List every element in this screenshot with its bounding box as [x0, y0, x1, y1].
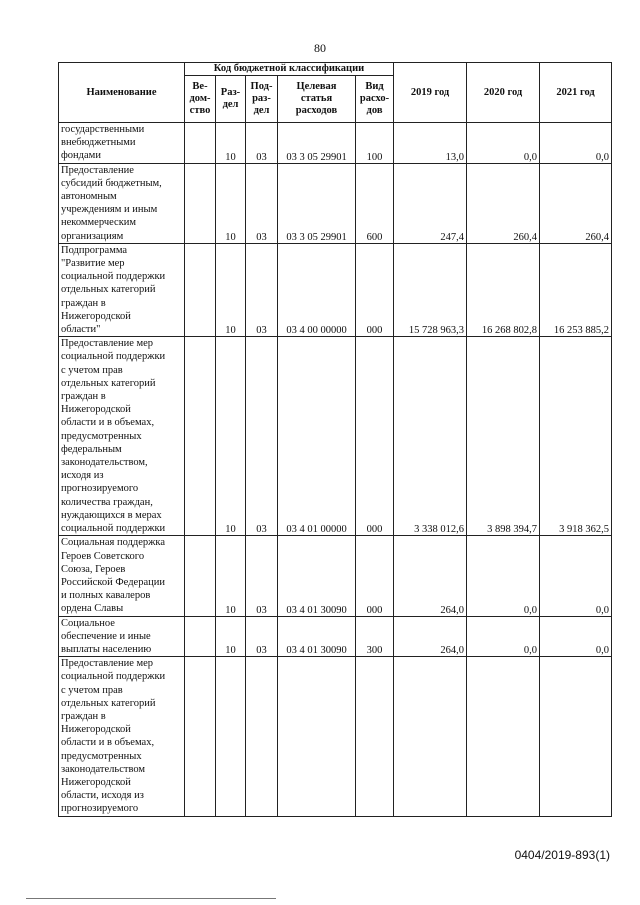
row-value-2021: 260,4: [540, 163, 612, 243]
row-target-article: 03 4 00 00000: [278, 243, 356, 336]
row-razdel: 10: [216, 163, 246, 243]
row-value-2019: 264,0: [394, 616, 467, 657]
row-podrazdel: 03: [246, 163, 278, 243]
row-expense-type: 000: [356, 243, 394, 336]
row-name: Предоставление субсидий бюджетным, автономным учреждениям и иным некоммерческим организациям: [59, 163, 185, 243]
row-vedomstvo: [185, 536, 216, 616]
row-podrazdel: 03: [246, 536, 278, 616]
table-row: [59, 243, 612, 336]
row-vedomstvo: [185, 616, 216, 657]
header-vedomstvo: Ве- дом- ство: [185, 76, 216, 123]
header-classification-group: Код бюджетной классификации: [185, 63, 394, 76]
row-podrazdel: 03: [246, 123, 278, 164]
row-target-article: 03 4 01 30090: [278, 536, 356, 616]
header-target-article: Целевая статья расходов: [278, 76, 356, 123]
row-razdel: 10: [216, 536, 246, 616]
row-name: государственными внебюджетными фондами: [59, 123, 185, 164]
row-vedomstvo: [185, 123, 216, 164]
row-value-2021: 0,0: [540, 123, 612, 164]
row-value-2020: [467, 657, 540, 816]
row-name: Подпрограмма "Развитие мер социальной поддержки отдельных категорий граждан в Нижегородской области": [59, 243, 185, 336]
row-razdel: 10: [216, 337, 246, 536]
row-name: Предоставление мер социальной поддержки с учетом прав отдельных категорий граждан в Нижегородской области и в объемах, предусмотренных законодательством Нижегородской области, исходя из прогнозируемого: [59, 657, 185, 816]
row-value-2019: [394, 657, 467, 816]
row-value-2020: 16 268 802,8: [467, 243, 540, 336]
table-row: [59, 536, 612, 616]
header-razdel: Раз- дел: [216, 76, 246, 123]
header-2019: 2019 год: [394, 63, 467, 123]
row-value-2021: 3 918 362,5: [540, 337, 612, 536]
row-value-2020: 3 898 394,7: [467, 337, 540, 536]
header-2020: 2020 год: [467, 63, 540, 123]
row-razdel: 10: [216, 123, 246, 164]
budget-table: [58, 62, 612, 817]
row-value-2020: 0,0: [467, 616, 540, 657]
row-vedomstvo: [185, 337, 216, 536]
header-2021: 2021 год: [540, 63, 612, 123]
row-value-2019: 13,0: [394, 123, 467, 164]
header-name: Наименование: [59, 63, 185, 123]
footer-divider: [26, 898, 276, 899]
row-name: Предоставление мер социальной поддержки с учетом прав отдельных категорий граждан в Нижегородской области и в объемах, предусмотренных федеральным законодательством, исходя из прогнозируемого количества граждан, нуждающихся в мерах социальной поддержки: [59, 337, 185, 536]
row-value-2019: 247,4: [394, 163, 467, 243]
row-value-2019: 3 338 012,6: [394, 337, 467, 536]
row-vedomstvo: [185, 657, 216, 816]
row-expense-type: 000: [356, 337, 394, 536]
table-row: [59, 616, 612, 657]
row-target-article: 03 4 01 00000: [278, 337, 356, 536]
row-expense-type: 600: [356, 163, 394, 243]
document-code: 0404/2019-893(1): [514, 848, 610, 862]
row-name: Социальная поддержка Героев Советского Союза, Героев Российской Федерации и полных кавалеров ордена Славы: [59, 536, 185, 616]
row-podrazdel: [246, 657, 278, 816]
row-vedomstvo: [185, 163, 216, 243]
page-number: 80: [314, 41, 326, 55]
row-razdel: [216, 657, 246, 816]
row-expense-type: 100: [356, 123, 394, 164]
row-value-2021: [540, 657, 612, 816]
table-row: [59, 657, 612, 816]
row-value-2021: 0,0: [540, 616, 612, 657]
table-row: [59, 163, 612, 243]
row-value-2020: 0,0: [467, 536, 540, 616]
row-podrazdel: 03: [246, 337, 278, 536]
header-podrazdel: Под- раз- дел: [246, 76, 278, 123]
table-row: [59, 337, 612, 536]
row-target-article: 03 4 01 30090: [278, 616, 356, 657]
row-target-article: [278, 657, 356, 816]
row-name: Социальное обеспечение и иные выплаты населению: [59, 616, 185, 657]
row-razdel: 10: [216, 243, 246, 336]
row-value-2021: 16 253 885,2: [540, 243, 612, 336]
row-razdel: 10: [216, 616, 246, 657]
row-expense-type: [356, 657, 394, 816]
row-vedomstvo: [185, 243, 216, 336]
row-value-2021: 0,0: [540, 536, 612, 616]
row-podrazdel: 03: [246, 243, 278, 336]
row-podrazdel: 03: [246, 616, 278, 657]
row-value-2020: 260,4: [467, 163, 540, 243]
row-value-2019: 264,0: [394, 536, 467, 616]
row-expense-type: 000: [356, 536, 394, 616]
header-expense-type: Вид расхо- дов: [356, 76, 394, 123]
row-target-article: 03 3 05 29901: [278, 163, 356, 243]
table-row: [59, 123, 612, 164]
row-target-article: 03 3 05 29901: [278, 123, 356, 164]
row-expense-type: 300: [356, 616, 394, 657]
row-value-2019: 15 728 963,3: [394, 243, 467, 336]
row-value-2020: 0,0: [467, 123, 540, 164]
